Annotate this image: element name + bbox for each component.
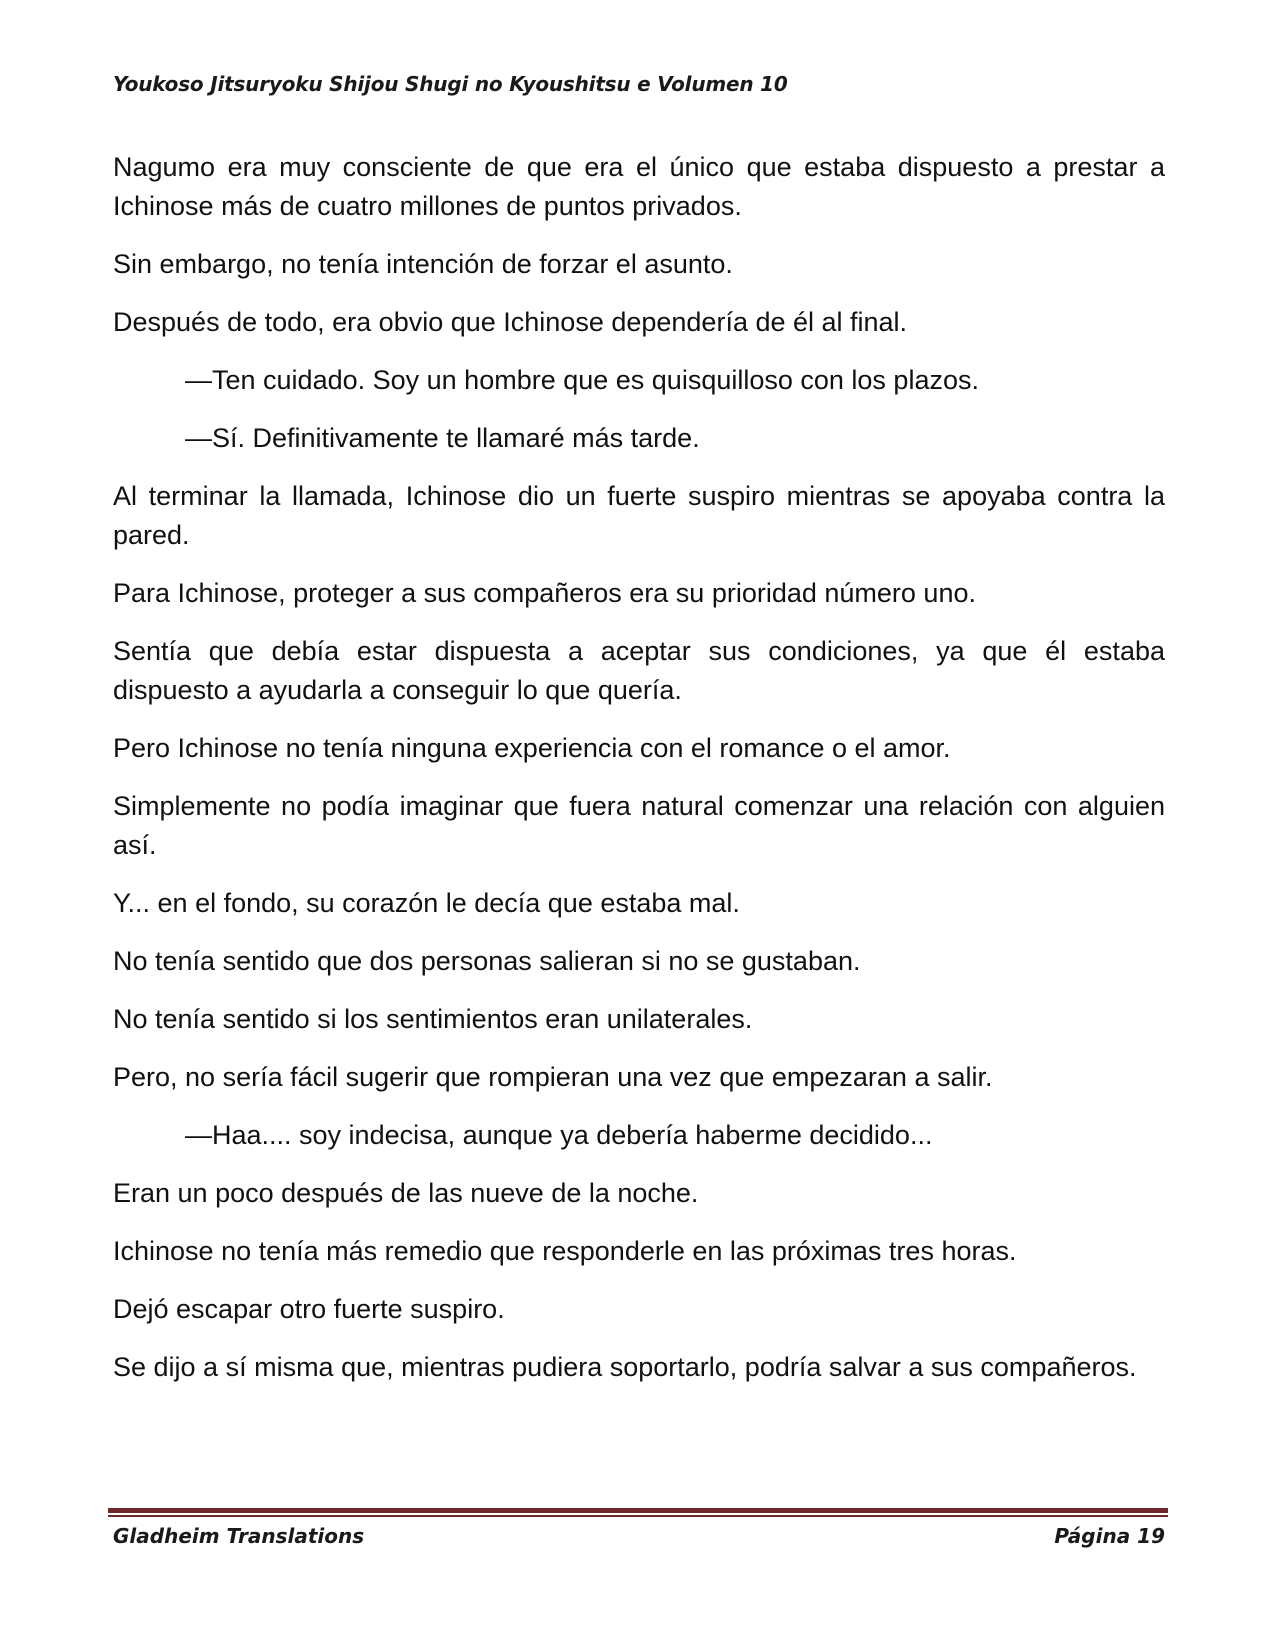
- paragraph: Nagumo era muy consciente de que era el único que estaba dispuesto a prestar a Ichinose más de cuatro millones de puntos privados.: [113, 152, 1165, 221]
- footer-page-number: Página 19: [1054, 1524, 1165, 1548]
- paragraph: Sin embargo, no tenía intención de forzar el asunto.: [113, 249, 733, 279]
- dialogue-line: —Sí. Definitivamente te llamaré más tarde.: [185, 423, 700, 453]
- footer-translator: Gladheim Translations: [113, 1524, 365, 1548]
- dialogue-line: —Haa.... soy indecisa, aunque ya debería haberme decidido...: [185, 1120, 933, 1150]
- dialogue-line: —Ten cuidado. Soy un hombre que es quisquilloso con los plazos.: [185, 365, 979, 395]
- paragraph: Simplemente no podía imaginar que fuera natural comenzar una relación con alguien así.: [113, 791, 1165, 860]
- paragraph: Pero Ichinose no tenía ninguna experiencia con el romance o el amor.: [113, 733, 951, 763]
- footer-divider: [108, 1508, 1168, 1517]
- paragraph: Eran un poco después de las nueve de la noche.: [113, 1178, 699, 1208]
- footer-divider-thin: [108, 1515, 1168, 1517]
- paragraph: Y... en el fondo, su corazón le decía que estaba mal.: [113, 888, 740, 918]
- paragraph: Ichinose no tenía más remedio que responderle en las próximas tres horas.: [113, 1236, 1017, 1266]
- paragraph: Pero, no sería fácil sugerir que rompieran una vez que empezaran a salir.: [113, 1062, 993, 1092]
- body-text: [113, 148, 1165, 1406]
- page-footer: [113, 1524, 1165, 1548]
- paragraph: Después de todo, era obvio que Ichinose dependería de él al final.: [113, 307, 908, 337]
- paragraph: No tenía sentido que dos personas salieran si no se gustaban.: [113, 946, 861, 976]
- paragraph: Al terminar la llamada, Ichinose dio un fuerte suspiro mientras se apoyaba contra la pared.: [113, 481, 1165, 550]
- paragraph: Se dijo a sí misma que, mientras pudiera soportarlo, podría salvar a sus compañeros.: [113, 1352, 1137, 1382]
- paragraph: Dejó escapar otro fuerte suspiro.: [113, 1294, 505, 1324]
- page-header-title: Youkoso Jitsuryoku Shijou Shugi no Kyoushitsu e Volumen 10: [113, 72, 788, 96]
- paragraph: No tenía sentido si los sentimientos eran unilaterales.: [113, 1004, 753, 1034]
- paragraph: Sentía que debía estar dispuesta a aceptar sus condiciones, ya que él estaba dispuesto a ayudarla a conseguir lo que quería.: [113, 636, 1165, 705]
- footer-divider-thick: [108, 1508, 1168, 1513]
- paragraph: Para Ichinose, proteger a sus compañeros era su prioridad número uno.: [113, 578, 976, 608]
